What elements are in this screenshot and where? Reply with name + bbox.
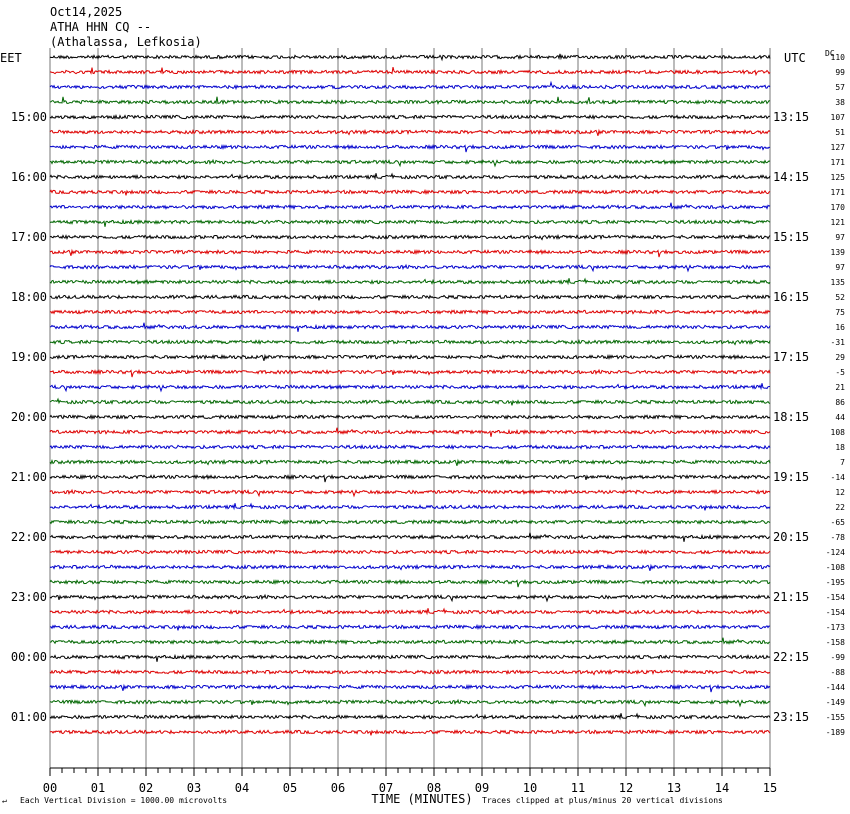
trace-line-29 (50, 490, 770, 496)
trace-line-1 (50, 67, 770, 75)
x-tick-label: 09 (474, 781, 490, 795)
right-hour-label: 18:15 (773, 410, 810, 424)
trace-line-15 (50, 278, 770, 283)
trace-line-37 (50, 608, 770, 613)
x-tick-label: 01 (90, 781, 106, 795)
dc-offset-value: -144 (825, 683, 845, 692)
trace-line-25 (50, 428, 770, 437)
dc-header-label: DC (825, 49, 835, 58)
trace-line-27 (50, 460, 770, 465)
trace-line-31 (50, 520, 770, 523)
trace-line-9 (50, 190, 770, 195)
left-hour-labels (11, 110, 47, 724)
dc-offset-value: -155 (825, 713, 845, 722)
x-tick-label: 15 (762, 781, 778, 795)
x-axis (43, 768, 777, 795)
dc-offset-value: -173 (825, 623, 845, 632)
trace-line-35 (50, 580, 770, 587)
x-tick-label: 08 (426, 781, 442, 795)
right-hour-label: 14:15 (773, 170, 810, 184)
left-hour-label: 00:00 (10, 650, 47, 664)
footnote-mark: ↵ (2, 796, 7, 805)
trace-line-18 (50, 323, 770, 332)
dc-offset-value: 97 (835, 263, 845, 272)
left-hour-label: 01:00 (10, 710, 47, 724)
dc-offset-value: 135 (830, 278, 845, 287)
left-hour-label: 23:00 (10, 590, 47, 604)
left-hour-label: 22:00 (10, 530, 47, 544)
dc-offset-value: 12 (835, 488, 845, 497)
chart-date: Oct14,2025 (50, 5, 123, 19)
dc-offset-value: 170 (830, 203, 845, 212)
left-hour-label: 20:00 (10, 410, 47, 424)
trace-line-6 (50, 145, 770, 152)
x-tick-label: 06 (330, 781, 346, 795)
dc-offset-value: 7 (840, 458, 845, 467)
trace-line-21 (50, 370, 770, 377)
trace-line-44 (50, 713, 770, 718)
trace-line-4 (50, 115, 770, 118)
dc-offset-value: 108 (830, 428, 845, 437)
dc-offset-value: -65 (830, 518, 845, 527)
x-tick-label: 11 (570, 781, 586, 795)
dc-offset-value: 57 (835, 83, 845, 92)
x-tick-label: 02 (138, 781, 154, 795)
trace-line-23 (50, 399, 770, 405)
dc-offset-value: -149 (825, 698, 845, 707)
x-tick-label: 05 (282, 781, 298, 795)
dc-offset-value: -108 (825, 563, 845, 572)
dc-offset-value: 125 (830, 173, 845, 182)
trace-line-3 (50, 97, 770, 104)
right-hour-label: 17:15 (773, 350, 810, 364)
dc-offset-value: 171 (830, 158, 845, 167)
trace-line-34 (50, 565, 770, 570)
dc-offset-value: -78 (830, 533, 845, 542)
trace-line-38 (50, 625, 770, 630)
trace-line-0 (50, 54, 770, 60)
trace-group (50, 54, 770, 736)
dc-offset-value: -154 (825, 608, 845, 617)
footnote-vertical-division: Each Vertical Division = 1000.00 microvolts (20, 796, 228, 805)
dc-offset-value: -124 (825, 548, 845, 557)
trace-line-22 (50, 383, 770, 391)
right-hour-label: 20:15 (773, 530, 810, 544)
right-hour-label: 23:15 (773, 710, 810, 724)
dc-offset-value: -195 (825, 578, 845, 587)
trace-line-32 (50, 533, 770, 542)
x-tick-label: 03 (186, 781, 202, 795)
dc-offset-value: -5 (835, 368, 845, 377)
dc-offset-value: 107 (830, 113, 845, 122)
footnote-clipping: Traces clipped at plus/minus 20 vertical divisions (482, 796, 723, 805)
dc-offset-value: 127 (830, 143, 845, 152)
dc-offset-value: -88 (830, 668, 845, 677)
dc-offset-value: -189 (825, 728, 845, 737)
left-timezone-label: EET (0, 51, 22, 65)
trace-line-19 (50, 340, 770, 344)
dc-offset-value: -154 (825, 593, 845, 602)
trace-line-40 (50, 655, 770, 661)
dc-offset-value: -14 (830, 473, 845, 482)
left-hour-label: 17:00 (10, 230, 47, 244)
dc-offset-value: 18 (835, 443, 845, 452)
trace-line-8 (50, 173, 770, 178)
dc-offset-value: 110 (830, 53, 845, 62)
trace-line-7 (50, 160, 770, 166)
trace-line-43 (50, 700, 770, 706)
trace-line-24 (50, 415, 770, 418)
right-hour-label: 22:15 (773, 650, 810, 664)
trace-line-39 (50, 638, 770, 644)
right-hour-label: 16:15 (773, 290, 810, 304)
right-hour-label: 13:15 (773, 110, 810, 124)
dc-offset-value: -31 (830, 338, 845, 347)
left-hour-label: 19:00 (10, 350, 47, 364)
dc-offset-value: -99 (830, 653, 845, 662)
left-hour-label: 15:00 (10, 110, 47, 124)
trace-line-20 (50, 355, 770, 360)
dc-offset-value: -158 (825, 638, 845, 647)
x-tick-label: 07 (378, 781, 394, 795)
trace-line-17 (50, 310, 770, 313)
station-location: (Athalassa, Lefkosia) (50, 35, 202, 49)
trace-line-45 (50, 730, 770, 735)
x-axis-title: TIME (MINUTES) (371, 792, 473, 806)
dc-offset-value: 97 (835, 233, 845, 242)
trace-line-26 (50, 445, 770, 448)
right-hour-labels (773, 110, 809, 724)
dc-offset-value: 75 (835, 308, 845, 317)
dc-offset-labels (826, 53, 845, 737)
dc-offset-value: 51 (835, 128, 845, 137)
dc-offset-value: 29 (835, 353, 845, 362)
trace-line-13 (50, 250, 770, 257)
trace-line-30 (50, 503, 770, 510)
dc-offset-value: 139 (830, 248, 845, 257)
trace-line-10 (50, 203, 770, 209)
dc-offset-value: 121 (830, 218, 845, 227)
right-timezone-label: UTC (784, 51, 806, 65)
right-hour-label: 19:15 (773, 470, 810, 484)
dc-offset-value: 38 (835, 98, 845, 107)
trace-line-5 (50, 130, 770, 135)
left-hour-label: 16:00 (10, 170, 47, 184)
x-tick-label: 14 (714, 781, 730, 795)
dc-offset-value: 44 (835, 413, 845, 422)
dc-offset-value: 16 (835, 323, 845, 332)
x-tick-label: 12 (618, 781, 634, 795)
trace-line-42 (50, 685, 770, 692)
x-tick-label: 10 (522, 781, 538, 795)
x-tick-label: 00 (42, 781, 58, 795)
trace-line-2 (50, 83, 770, 89)
grid-lines (50, 48, 770, 768)
x-tick-label: 13 (666, 781, 682, 795)
trace-line-12 (50, 235, 770, 239)
dc-offset-value: 52 (835, 293, 845, 302)
right-hour-label: 21:15 (773, 590, 810, 604)
dc-offset-value: 22 (835, 503, 845, 512)
left-hour-label: 18:00 (10, 290, 47, 304)
x-tick-label: 04 (234, 781, 250, 795)
dc-offset-value: 86 (835, 398, 845, 407)
trace-line-36 (50, 595, 770, 601)
trace-line-14 (50, 265, 770, 271)
dc-offset-value: 171 (830, 188, 845, 197)
station-code: ATHA HHN CQ -- (50, 20, 152, 34)
dc-offset-value: 99 (835, 68, 845, 77)
trace-line-41 (50, 670, 770, 674)
trace-line-11 (50, 220, 770, 226)
left-hour-label: 21:00 (10, 470, 47, 484)
right-hour-label: 15:15 (773, 230, 810, 244)
trace-line-28 (50, 475, 770, 482)
trace-line-33 (50, 550, 770, 553)
dc-offset-value: 21 (835, 383, 845, 392)
trace-line-16 (50, 295, 770, 300)
